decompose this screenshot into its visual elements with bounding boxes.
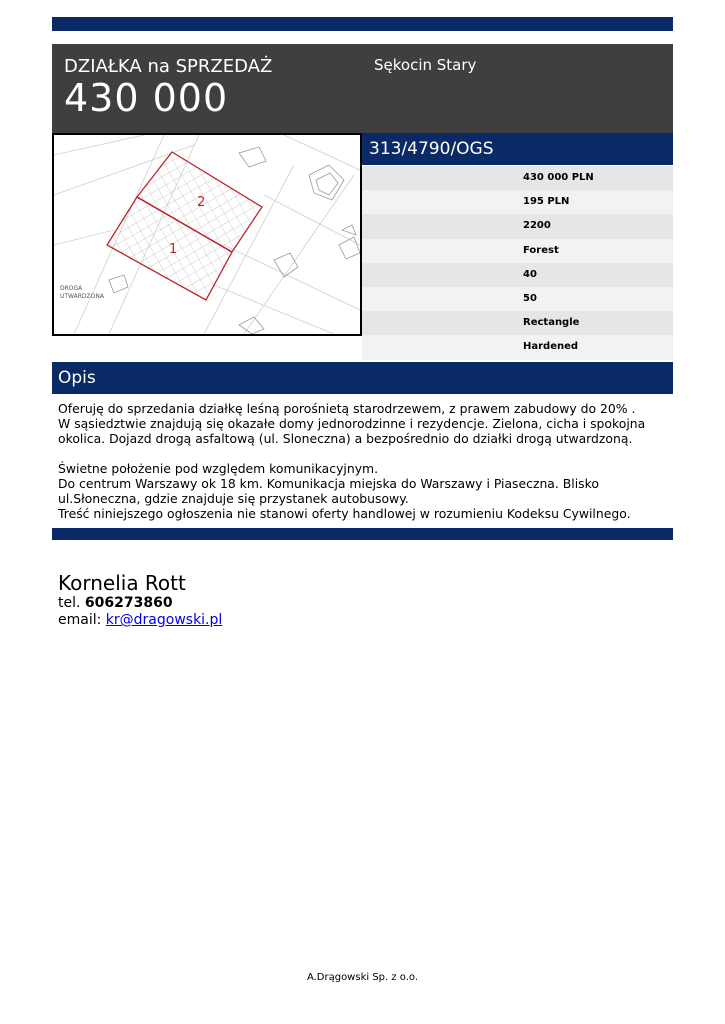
email-label: email:: [58, 612, 102, 628]
details-table: [362, 166, 673, 360]
agent-phone-line: [58, 595, 222, 612]
description-line: Oferuję do sprzedania działkę leśną porośnietą starodrzewem, z prawem zabudowy do 20% .: [58, 401, 636, 416]
agent-phone: 606273860: [84, 595, 173, 611]
detail-price-per-m2: 195 PLN: [362, 190, 673, 214]
description-line: okolica. Dojazd drogą asfaltową (ul. Sloneczna) a bezpośrednio do działki drogą utwardzoną.: [58, 431, 633, 446]
top-accent-bar: [52, 17, 673, 31]
listing-header: [52, 44, 673, 133]
description-line: Do centrum Warszawy ok 18 km. Komunikacja miejska do Warszawy i Piaseczna. Blisko: [58, 476, 599, 491]
footer-company: A.Drągowski Sp. z o.o.: [306, 972, 419, 983]
detail-access-road: Hardened: [362, 335, 673, 359]
agent-name: Kornelia Rott: [58, 571, 186, 595]
description-line: Świetne położenie pod względem komunikacyjnym.: [58, 461, 379, 476]
detail-length: 50: [362, 287, 673, 311]
agent-email-line: [58, 612, 222, 629]
detail-shape: Rectangle: [362, 311, 673, 335]
listing-location: Sękocin Stary: [374, 56, 477, 74]
description-text: [58, 401, 668, 521]
description-line: W sąsiedztwie znajdują się okazałe domy jednorodzinne i rezydencje. Zielona, cicha i spokojna: [58, 416, 646, 431]
reference-number: 313/4790/OGS: [362, 133, 673, 165]
detail-price: 430 000 PLN: [362, 166, 673, 190]
offer-type: DZIAŁKA na SPRZEDAŻ: [64, 56, 273, 77]
detail-type: Forest: [362, 239, 673, 263]
listing-price: 430 000: [64, 76, 229, 120]
description-line: Treść niniejszego ogłoszenia nie stanowi oferty handlowej w rozumieniu Kodeksu Cywilnego.: [58, 506, 631, 521]
bottom-accent-bar: [52, 528, 673, 540]
road-label-line2: UTWARDZONA: [60, 293, 104, 300]
plot-2-label: 2: [197, 195, 206, 210]
plot-1-label: 1: [169, 242, 178, 257]
plot-map: [52, 133, 362, 336]
road-label-line1: DROGA: [60, 285, 83, 292]
description-heading: Opis: [52, 362, 673, 394]
detail-width: 40: [362, 263, 673, 287]
detail-area: 2200: [362, 214, 673, 238]
agent-email-link[interactable]: kr@dragowski.pl: [105, 612, 223, 628]
description-line: ul.Słoneczna, gdzie znajduje się przystanek autobusowy.: [58, 491, 409, 506]
plot-map-drawing: [54, 135, 360, 334]
agent-contact: [58, 571, 222, 629]
phone-label: tel.: [58, 595, 81, 611]
